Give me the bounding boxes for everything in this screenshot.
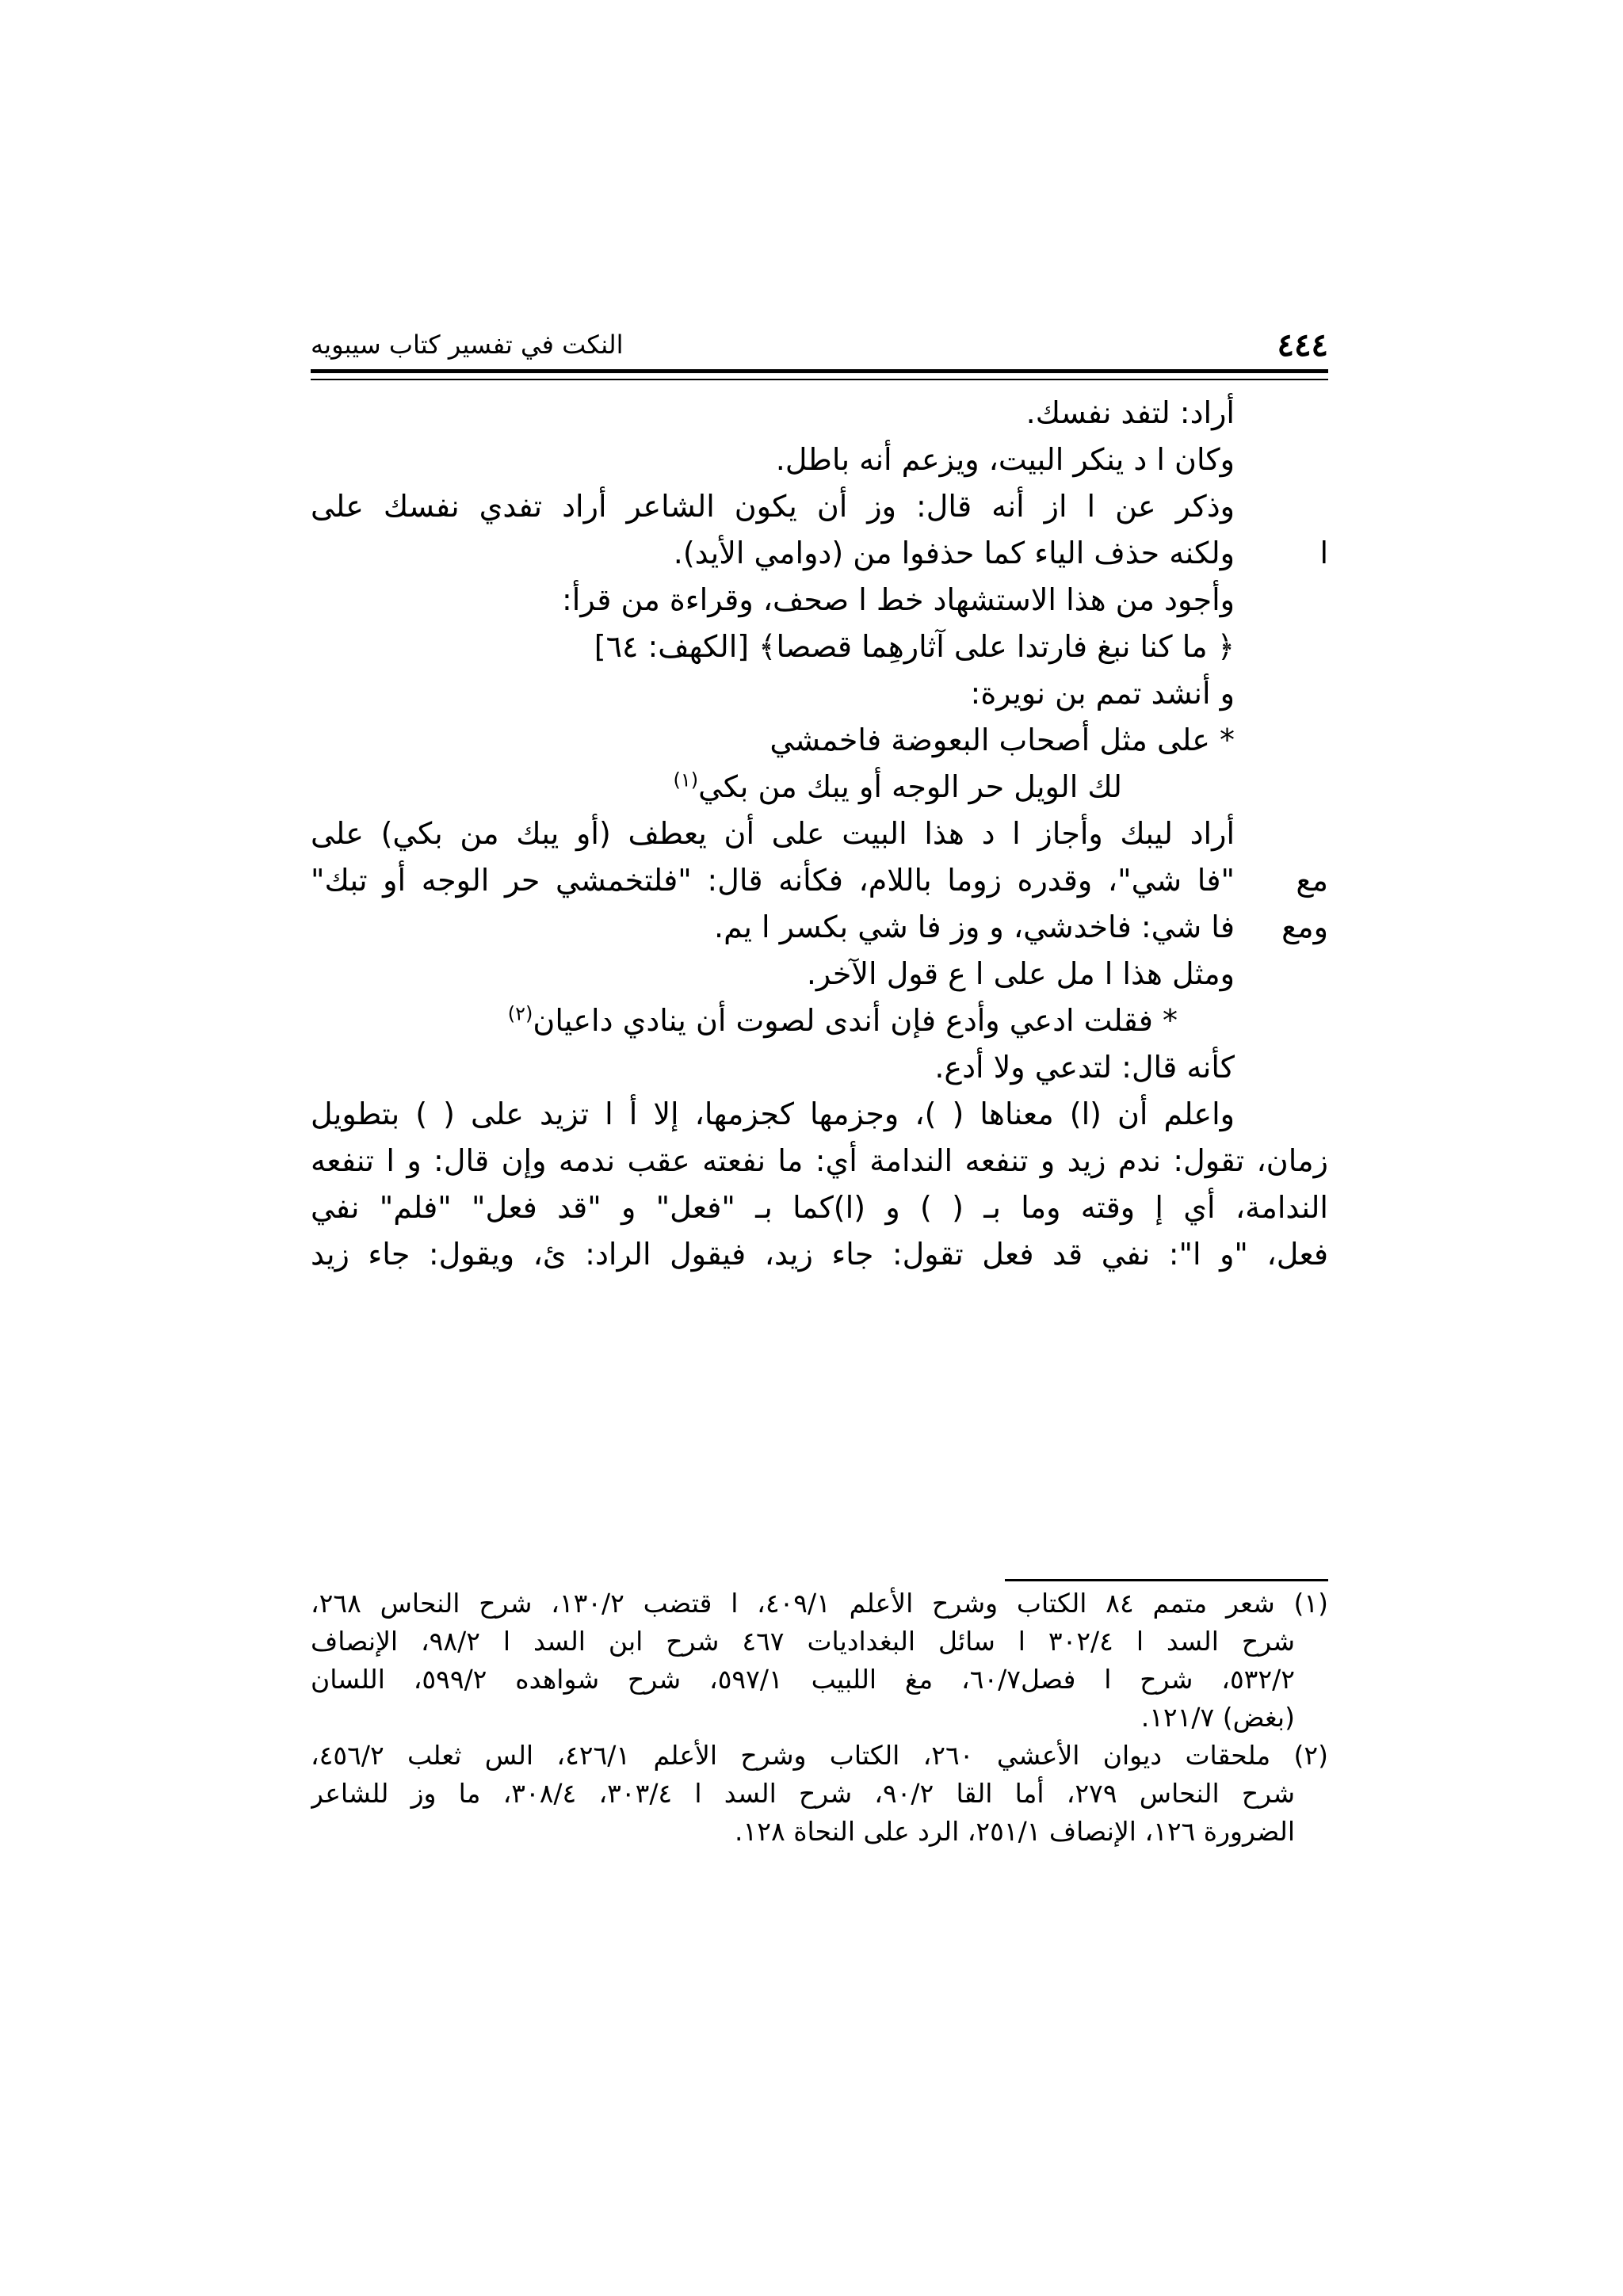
poem-verse-3-text: * فقلت ادعي وأدع فإن أندى لصوت أن ينادي داعيان (533, 1003, 1178, 1038)
header-rule-secondary (311, 379, 1328, 380)
text-line: كأنه قال: لتدعي ولا أدع. (934, 1050, 1235, 1085)
text-line: وكان ا د ينكر البيت، ويزعم أنه باطل. (775, 442, 1235, 477)
footnote-ref-2: (٢) (507, 1002, 533, 1025)
footnote-line: شرح السد ا ٣٠٢/٤ ا سائل البغداديات ٤٦٧ شرح ابن السد ا ٩٨/٢، الإنصاف (311, 1626, 1295, 1657)
text-line: وذكر عن ا از أنه قال: وز أن يكون الشاعر أراد تفدي نفسك على (311, 489, 1235, 524)
text-line: و أنشد تمم بن نويرة: (970, 676, 1235, 711)
text-line: أراد: لتفد نفسك. (1025, 395, 1235, 430)
footnote-separator (1005, 1579, 1328, 1581)
footnote-line: ٥٣٢/٢، شرح ا فصل٦٠/٧، مغ اللبيب ٥٩٧/١، شرح شواهده ٥٩٩/٢، اللسان (311, 1664, 1295, 1695)
footnotes (311, 1585, 1328, 1851)
quran-verse: ﴿ ما كنا نبغ فارتدا على آثارهِما قصصا﴾ [الكهف: ٦٤] (594, 629, 1235, 664)
text-line (311, 530, 1328, 577)
text-line: واعلم أن (ا) معناها ( )، وجزمها كجزمها، إلا أ ا تزيد على ( ) بتطويل (311, 1097, 1235, 1131)
poem-verse-1: * على مثل أصحاب البعوضة فاخمشي (769, 723, 1235, 757)
margin-marker: مع (1296, 863, 1328, 898)
poem-verse-2 (311, 764, 1328, 810)
footnote-ref-1: (١) (673, 769, 699, 791)
text-line: زمان، تقول: ندم زيد و تنفعه الندامة أي: ما نفعته عقب ندمه وإن قال: و ا تنفعه (311, 1143, 1328, 1178)
text-line: الندامة، أي إ وقته وما بـ ( ) و (ا)كما بـ "فعل" و "قد فعل" "فلم" نفي (311, 1190, 1328, 1225)
text-line-content: ولكنه حذف الياء كما حذفوا من (دوامي الأيد). (673, 536, 1235, 570)
margin-marker: ومع (1281, 910, 1328, 944)
poem-verse-3 (311, 997, 1328, 1044)
footnote-line: الضرورة ١٢٦، الإنصاف ٢٥١/١، الرد على النحاة ١٢٨. (735, 1816, 1295, 1847)
text-line-content: فا شي: فاخدشي، و وز فا شي بكسر ا يم. (714, 910, 1235, 944)
page-number: ٤٤٤ (1277, 326, 1328, 364)
page-header (311, 326, 1328, 371)
text-line (311, 857, 1328, 904)
text-line: وأجود من هذا الاستشهاد خط ا صحف، وقراءة من قرأ: (561, 582, 1235, 617)
main-text (311, 390, 1328, 1278)
text-line-content: "فا شي"، وقدره زوما باللام، فكأنه قال: "فلتخمشي حر الوجه أو تبك" (311, 863, 1235, 898)
margin-marker: ا (1319, 536, 1328, 570)
footnote-line: شرح النحاس ٢٧٩، أما القا ٩٠/٢، شرح السد ا ٣٠٣/٤، ٣٠٨/٤، ما وز للشاعر (311, 1778, 1295, 1809)
text-line (311, 904, 1328, 951)
header-rule (311, 369, 1328, 373)
running-title: النكت في تفسير كتاب سيبويه (311, 330, 624, 360)
text-line: أراد ليبك وأجاز ا د هذا البيت على أن يعطف (أو يبك من بكي) على (311, 816, 1235, 851)
text-line: فعل، "و ا": نفي قد فعل تقول: جاء زيد، فيقول الراد: ئ، ويقول: جاء زيد (311, 1237, 1328, 1272)
footnote-line: (٢) ملحقات ديوان الأعشي ٢٦٠، الكتاب وشرح الأعلم ٤٢٦/١، الس ثعلب ٤٥٦/٢، (311, 1740, 1328, 1771)
text-line: ومثل هذا ا مل على ا ع قول الآخر. (806, 956, 1235, 991)
footnote-line: (بغض) ١٢١/٧. (1140, 1702, 1295, 1733)
poem-verse-2-text: لك الويل حر الوجه أو يبك من بكي (698, 769, 1122, 804)
footnote-line: (١) شعر متمم ٨٤ الكتاب وشرح الأعلم ٤٠٩/١، ا قتضب ١٣٠/٢، شرح النحاس ٢٦٨، (311, 1588, 1328, 1619)
footnote-2 (311, 1737, 1328, 1851)
footnote-1 (311, 1585, 1328, 1737)
